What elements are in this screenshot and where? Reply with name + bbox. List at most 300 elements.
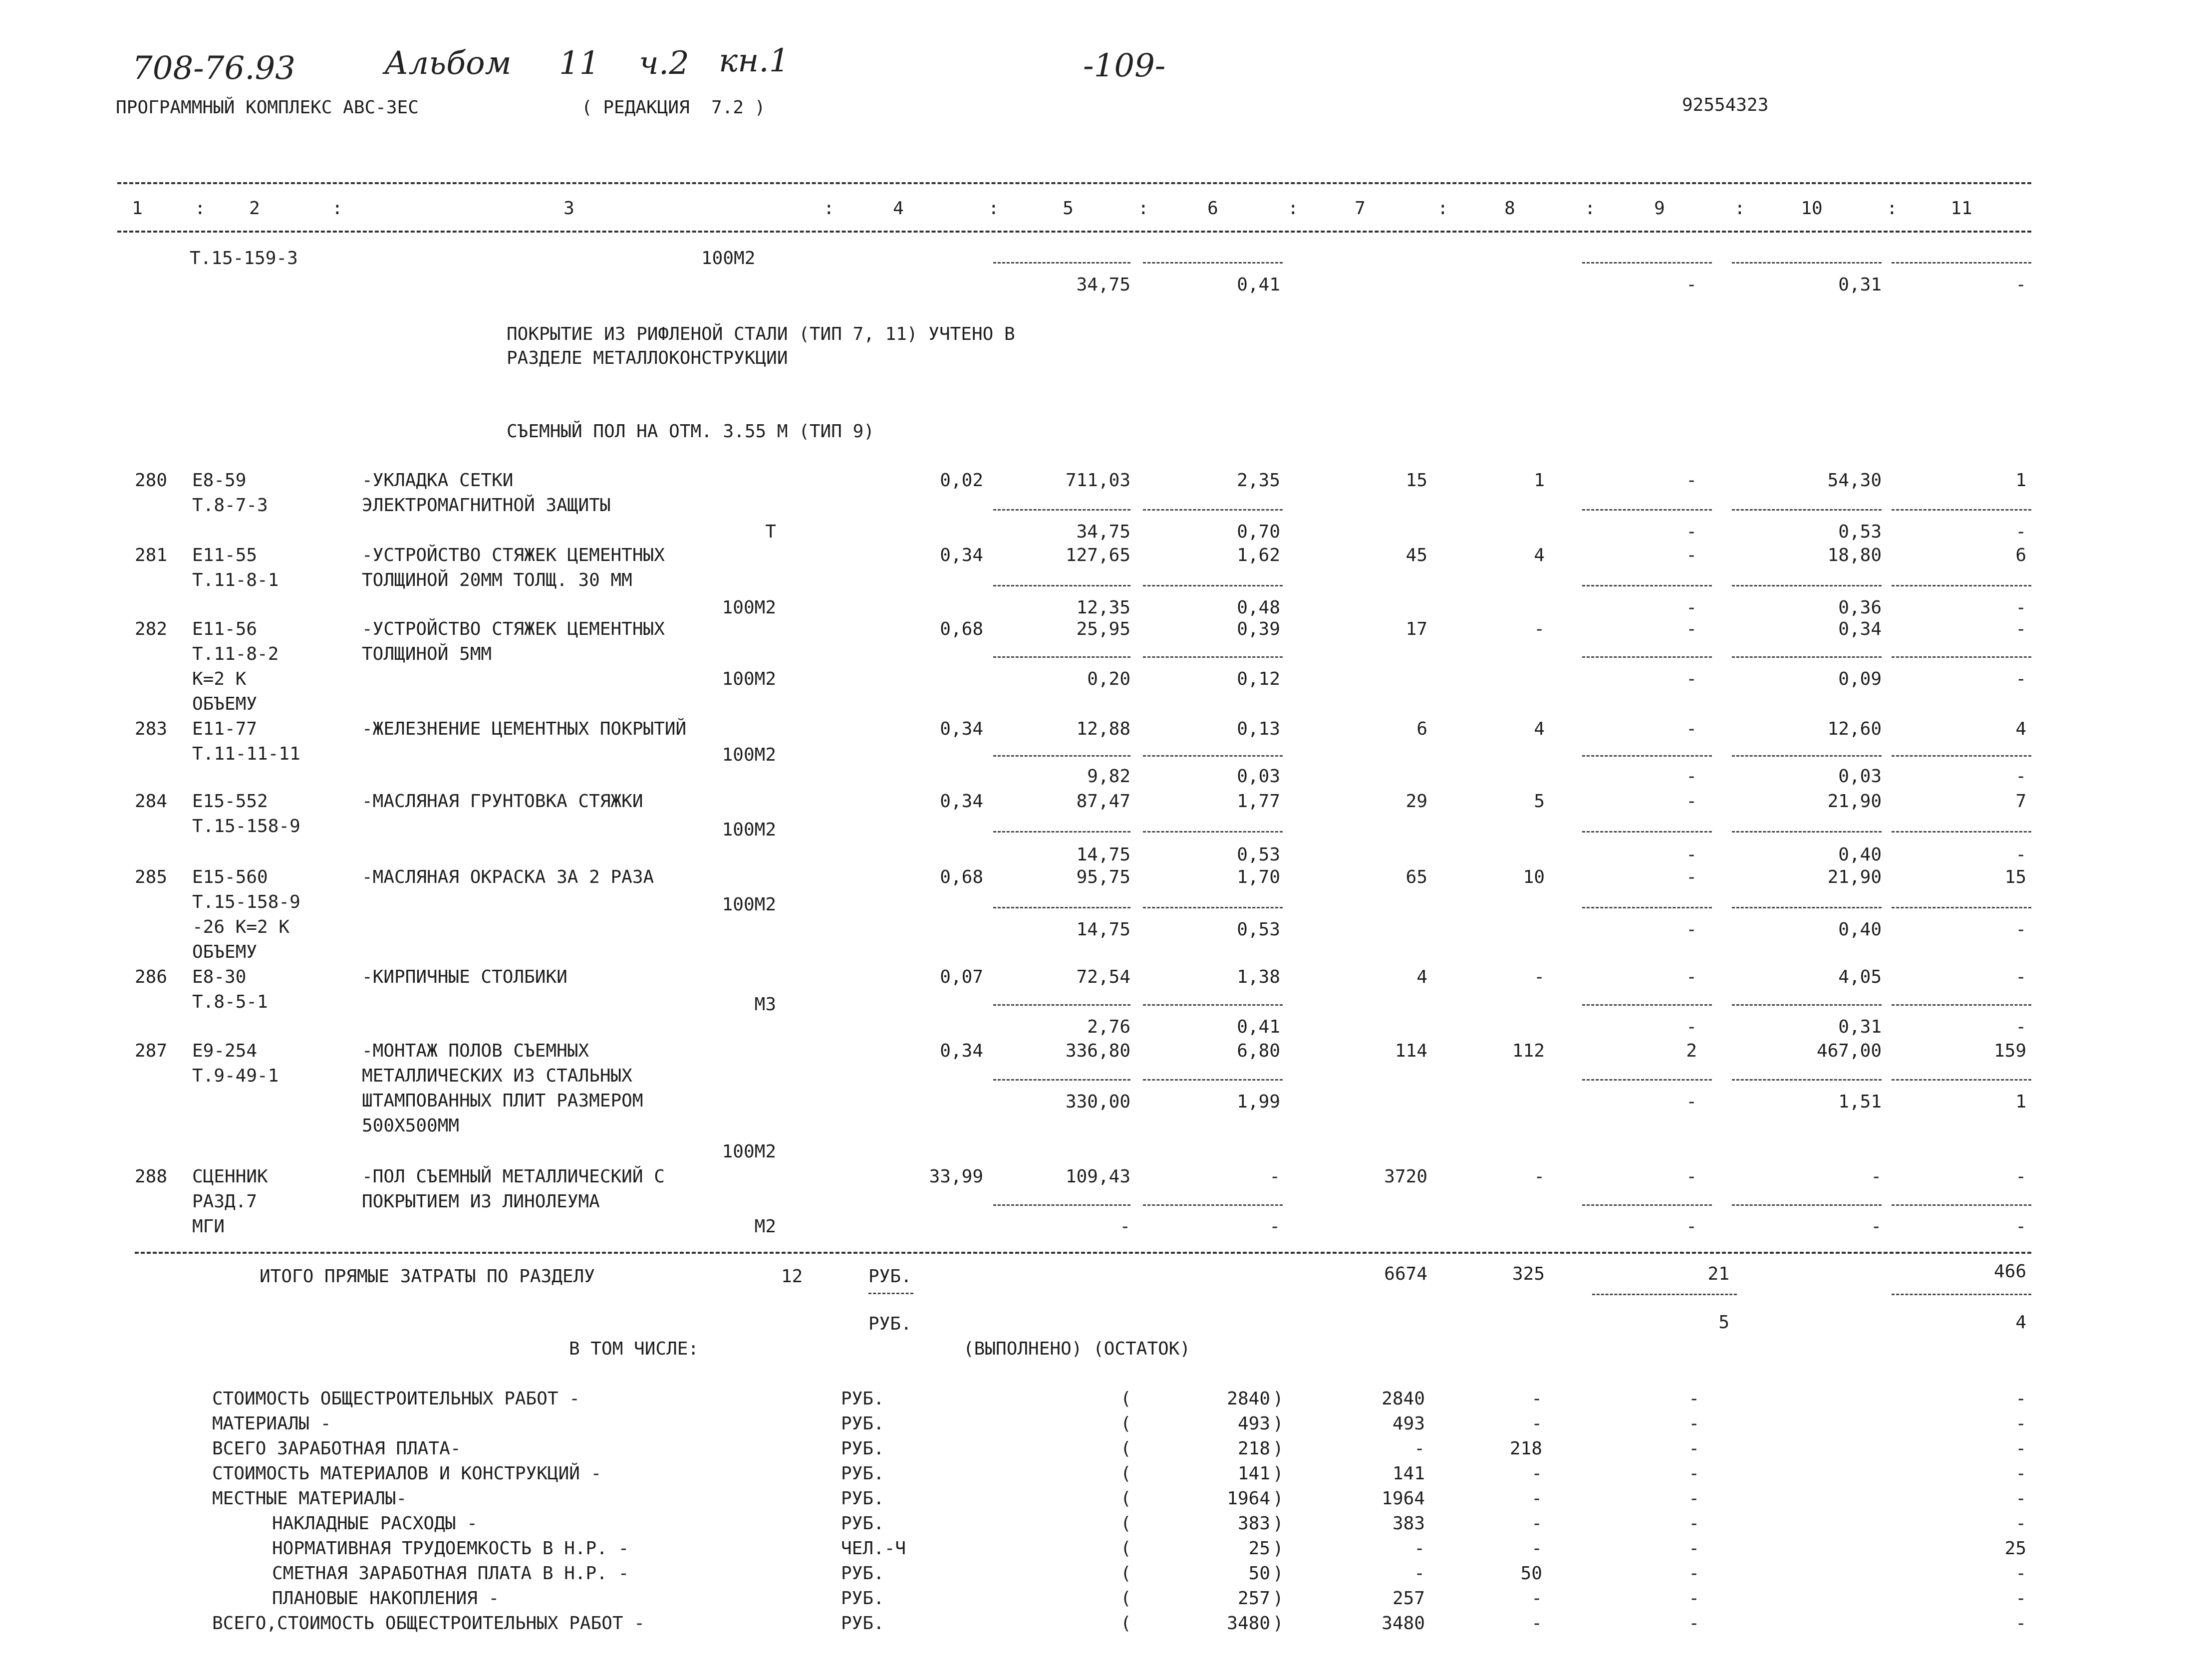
underline-col11	[1892, 1204, 2031, 1206]
summary-open-paren: (	[1120, 1588, 1131, 1609]
summary-label: СТОИМОСТЬ ОБЩЕСТРОИТЕЛЬНЫХ РАБОТ -	[212, 1389, 580, 1409]
summary-col8: 218	[1509, 1438, 1542, 1459]
underline-col10	[1732, 1204, 1882, 1206]
underline-col6	[1143, 907, 1283, 908]
row-col5-base: 14,75	[1076, 844, 1130, 865]
row-col10: 12,60	[1827, 719, 1882, 739]
summary-col11: -	[2015, 1563, 2026, 1584]
summary-close-paren: )	[1273, 1488, 1284, 1509]
underline-col6	[1143, 585, 1283, 586]
album-book: кн.1	[719, 42, 790, 79]
row-code: Е11-77	[192, 719, 258, 739]
underline-col5	[993, 656, 1130, 658]
column-header-rule	[117, 231, 2031, 233]
row-col11: -	[2015, 1166, 2026, 1187]
row-quantity: 0,02	[940, 470, 983, 491]
row-code: -26 К=2 К	[192, 917, 290, 937]
underline-col9	[1582, 1204, 1712, 1206]
section-note: РАЗДЕЛЕ МЕТАЛЛОКОНСТРУКЦИИ	[507, 348, 788, 368]
row-description: -УСТРОЙСТВО СТЯЖЕК ЦЕМЕНТНЫХ	[362, 619, 665, 639]
underline-col9	[1582, 656, 1712, 658]
row-col6: 2,35	[1237, 470, 1280, 491]
summary-col7: 3480	[1382, 1613, 1425, 1634]
column-separator: :	[1138, 198, 1149, 219]
done-rest-header: (ВЫПОЛНЕНО) (ОСТАТОК)	[963, 1339, 1191, 1359]
row-col9-base: -	[1686, 522, 1697, 542]
row-unit: 100М2	[722, 894, 776, 915]
row-code: Т.15-158-9	[192, 816, 300, 837]
row-code: ОБЪЕМУ	[192, 942, 258, 962]
column-separator: :	[1585, 198, 1596, 219]
row-col9: -	[1686, 867, 1697, 887]
column-number: 1	[132, 198, 143, 219]
underline-col5	[993, 907, 1130, 908]
column-number: 8	[1504, 198, 1515, 219]
summary-unit: РУБ.	[841, 1588, 884, 1609]
underline-col9	[1582, 831, 1712, 833]
row-col11-base: -	[2015, 522, 2026, 542]
summary-close-paren: )	[1273, 1563, 1284, 1584]
summary-col8: -	[1531, 1389, 1542, 1409]
summary-col11: 25	[2004, 1538, 2026, 1559]
row-col7: 15	[1405, 470, 1427, 491]
underline-col5	[993, 755, 1130, 757]
row-col8: -	[1534, 967, 1545, 987]
summary-label: СТОИМОСТЬ МАТЕРИАЛОВ И КОНСТРУКЦИЙ -	[212, 1463, 602, 1484]
total-label: ИТОГО ПРЯМЫЕ ЗАТРАТЫ ПО РАЗДЕЛУ	[260, 1266, 595, 1287]
row-code: К=2 К	[192, 669, 247, 689]
underline-col10	[1732, 831, 1882, 833]
row-quantity: 0,07	[940, 967, 983, 987]
summary-col7: 493	[1392, 1413, 1425, 1434]
summary-col8: -	[1531, 1413, 1542, 1434]
underline-col6	[1143, 831, 1283, 833]
row-description: ПОКРЫТИЕМ ИЗ ЛИНОЛЕУМА	[362, 1191, 600, 1212]
row-col6-base: 0,53	[1237, 919, 1280, 940]
row-col5-base: -	[1119, 1216, 1130, 1237]
underline-col5	[993, 831, 1130, 833]
page-number: -109-	[1083, 47, 1166, 84]
row-col5: 25,95	[1076, 619, 1130, 639]
row-number: 287	[135, 1041, 168, 1061]
row-col10-base: -	[1871, 1216, 1882, 1237]
row-description: -ЖЕЛЕЗНЕНИЕ ЦЕМЕНТНЫХ ПОКРЫТИЙ	[362, 719, 687, 739]
row-col7: 45	[1405, 545, 1427, 565]
row-col5-base: 14,75	[1076, 919, 1130, 940]
total-col11: 466	[1993, 1261, 2026, 1282]
row-col5-base: 2,76	[1087, 1017, 1130, 1037]
total-unit-2: РУБ.	[868, 1314, 912, 1334]
row-col9-base: -	[1686, 597, 1697, 618]
summary-done: 383	[1237, 1513, 1270, 1534]
row-col5: 12,88	[1076, 719, 1130, 739]
row-col10: 18,80	[1827, 545, 1882, 565]
row-col9-base: -	[1686, 919, 1697, 940]
underline-col6	[1143, 262, 1283, 264]
row-code: Е11-56	[192, 619, 258, 639]
summary-close-paren: )	[1273, 1389, 1284, 1409]
row-col9: -	[1686, 619, 1697, 639]
row-col11: 1	[2015, 470, 2026, 491]
column-number: 11	[1950, 198, 1972, 219]
summary-col11: -	[2015, 1389, 2026, 1409]
row-col9: -	[1686, 719, 1697, 739]
row-col6: 1,62	[1237, 545, 1280, 565]
prev-row-unit: 100М2	[701, 248, 756, 269]
summary-close-paren: )	[1273, 1538, 1284, 1559]
total-section: 12	[781, 1266, 803, 1287]
underline-col11	[1892, 1079, 2031, 1081]
summary-label: ПЛАНОВЫЕ НАКОПЛЕНИЯ -	[272, 1588, 500, 1609]
summary-unit: РУБ.	[841, 1613, 884, 1634]
summary-col9: -	[1688, 1613, 1699, 1634]
row-col6-base: 0,12	[1237, 669, 1280, 689]
summary-close-paren: )	[1273, 1463, 1284, 1484]
summary-close-paren: )	[1273, 1513, 1284, 1534]
row-col10-base: 0,03	[1838, 766, 1882, 787]
row-col9: -	[1686, 967, 1697, 987]
summary-col9: -	[1688, 1513, 1699, 1534]
row-code: Е15-560	[192, 867, 268, 887]
row-col10-base: 1,51	[1838, 1092, 1882, 1112]
row-col11-base: -	[2015, 919, 2026, 940]
row-unit: М3	[754, 994, 776, 1015]
summary-unit: РУБ.	[841, 1513, 884, 1534]
summary-open-paren: (	[1120, 1563, 1131, 1584]
column-separator: :	[1887, 198, 1898, 219]
row-col10: -	[1871, 1166, 1882, 1187]
row-unit: 100М2	[722, 669, 776, 689]
row-col10-base: 0,36	[1838, 597, 1882, 618]
edition: ( РЕДАКЦИЯ 7.2 )	[581, 97, 766, 118]
row-code: Т.8-5-1	[192, 992, 268, 1012]
row-col7: 65	[1405, 867, 1427, 887]
underline-col9	[1582, 755, 1712, 757]
summary-label: СМЕТНАЯ ЗАРАБОТНАЯ ПЛАТА В Н.Р. -	[272, 1563, 629, 1584]
summary-col7: 141	[1392, 1463, 1425, 1484]
row-col9-base: -	[1686, 669, 1697, 689]
row-unit: 100М2	[722, 597, 776, 618]
summary-col9: -	[1688, 1438, 1699, 1459]
row-col5-base: 9,82	[1087, 766, 1130, 787]
row-col5: 127,65	[1065, 545, 1130, 565]
column-separator: :	[1437, 198, 1448, 219]
row-col7: 114	[1394, 1041, 1427, 1061]
summary-col11: -	[2015, 1413, 2026, 1434]
summary-col11: -	[2015, 1513, 2026, 1534]
underline-col6	[1143, 509, 1283, 511]
summary-done: 1964	[1227, 1488, 1270, 1509]
summary-label: ВСЕГО,СТОИМОСТЬ ОБЩЕСТРОИТЕЛЬНЫХ РАБОТ -	[212, 1613, 645, 1634]
row-col5: 336,80	[1065, 1041, 1130, 1061]
underline-col6	[1143, 1204, 1283, 1206]
summary-col11: -	[2015, 1488, 2026, 1509]
underline-col6	[1143, 656, 1283, 658]
row-code: ОБЪЕМУ	[192, 694, 258, 714]
row-code: Е11-55	[192, 545, 258, 565]
row-col9: -	[1686, 470, 1697, 491]
underline-col10	[1732, 262, 1882, 264]
summary-label: МЕСТНЫЕ МАТЕРИАЛЫ-	[212, 1488, 407, 1509]
row-col11-base: -	[2015, 844, 2026, 865]
row-col8: 10	[1523, 867, 1545, 887]
row-description: ТОЛЩИНОЙ 20ММ ТОЛЩ. 30 ММ	[362, 570, 632, 590]
row-col6: 0,13	[1237, 719, 1280, 739]
underline-col9	[1582, 907, 1712, 908]
row-col6-base: 0,53	[1237, 844, 1280, 865]
column-separator: :	[1734, 198, 1745, 219]
row-col5: 109,43	[1065, 1166, 1130, 1187]
program-name: ПРОГРАММНЫЙ КОМПЛЕКС АВС-ЗЕС	[116, 97, 419, 118]
summary-col9: -	[1688, 1538, 1699, 1559]
row-col10: 21,90	[1827, 791, 1882, 812]
underline-col6	[1143, 755, 1283, 757]
underline-col10	[1732, 656, 1882, 658]
row-number: 283	[135, 719, 168, 739]
row-col10: 4,05	[1838, 967, 1882, 987]
row-col11-base: -	[2015, 766, 2026, 787]
column-number: 6	[1207, 198, 1218, 219]
summary-close-paren: )	[1273, 1613, 1284, 1634]
summary-col11: -	[2015, 1613, 2026, 1634]
row-unit: Т	[765, 522, 776, 542]
row-col5-base: 0,20	[1087, 669, 1130, 689]
summary-col8: -	[1531, 1513, 1542, 1534]
summary-open-paren: (	[1120, 1463, 1131, 1484]
underline-col9	[1582, 262, 1712, 264]
underline-col5	[993, 509, 1130, 511]
row-number: 286	[135, 967, 168, 987]
row-code: Т.11-8-1	[192, 570, 279, 590]
summary-col7: 1964	[1382, 1488, 1425, 1509]
summary-close-paren: )	[1273, 1413, 1284, 1434]
row-col6-base: 1,99	[1237, 1092, 1280, 1112]
row-col11: -	[2015, 967, 2026, 987]
total-col9: 21	[1707, 1264, 1729, 1284]
underline-col10	[1732, 755, 1882, 757]
row-description: -КИРПИЧНЫЕ СТОЛБИКИ	[362, 967, 567, 987]
row-col5: 711,03	[1065, 470, 1130, 491]
row-quantity: 0,68	[940, 619, 983, 639]
row-col5: 87,47	[1076, 791, 1130, 812]
summary-unit: РУБ.	[841, 1488, 884, 1509]
row-unit: М2	[754, 1216, 776, 1237]
document-number: 92554323	[1682, 95, 1769, 115]
column-separator: :	[195, 198, 206, 219]
summary-label: НАКЛАДНЫЕ РАСХОДЫ -	[272, 1513, 478, 1534]
underline-col9	[1582, 509, 1712, 511]
row-col6: 0,39	[1237, 619, 1280, 639]
summary-label: НОРМАТИВНАЯ ТРУДОЕМКОСТЬ В Н.Р. -	[272, 1538, 629, 1559]
summary-unit: РУБ.	[841, 1438, 884, 1459]
row-col10-base: 0,40	[1838, 844, 1882, 865]
row-description: ШТАМПОВАННЫХ ПЛИТ РАЗМЕРОМ	[362, 1091, 643, 1111]
row-col11: 7	[2015, 791, 2026, 812]
row-code: Т.9-49-1	[192, 1066, 279, 1086]
underline-col11	[1892, 656, 2031, 658]
row-number: 288	[135, 1166, 168, 1187]
row-code: Е9-254	[192, 1041, 258, 1061]
row-description: -МАСЛЯНАЯ ГРУНТОВКА СТЯЖКИ	[362, 791, 643, 812]
summary-open-paren: (	[1120, 1513, 1131, 1534]
row-number: 282	[135, 619, 168, 639]
row-col10: 21,90	[1827, 867, 1882, 887]
prev-row-col11: -	[2015, 275, 2026, 295]
summary-col8: -	[1531, 1538, 1542, 1559]
summary-open-paren: (	[1120, 1488, 1131, 1509]
row-description: -МАСЛЯНАЯ ОКРАСКА ЗА 2 РАЗА	[362, 867, 654, 887]
row-description: ЭЛЕКТРОМАГНИТНОЙ ЗАЩИТЫ	[362, 495, 611, 516]
document-code: 708-76.93	[132, 50, 295, 87]
underline-col5	[993, 585, 1130, 586]
summary-col8: -	[1531, 1588, 1542, 1609]
summary-done: 493	[1237, 1413, 1270, 1434]
underline-col11	[1892, 907, 2031, 908]
underline-col11	[1892, 755, 2031, 757]
summary-open-paren: (	[1120, 1613, 1131, 1634]
row-code: Т.11-8-2	[192, 644, 279, 664]
row-col10: 54,30	[1827, 470, 1882, 491]
summary-col8: -	[1531, 1613, 1542, 1634]
row-col11: -	[2015, 619, 2026, 639]
column-number: 10	[1801, 198, 1823, 219]
summary-open-paren: (	[1120, 1413, 1131, 1434]
summary-done: 2840	[1227, 1389, 1270, 1409]
prev-row-col10: 0,31	[1838, 275, 1882, 295]
row-col11: 159	[1993, 1041, 2026, 1061]
section-note: ПОКРЫТИЕ ИЗ РИФЛЕНОЙ СТАЛИ (ТИП 7, 11) УЧТЕНО В	[507, 324, 1015, 344]
summary-done: 257	[1237, 1588, 1270, 1609]
row-code: Т.15-158-9	[192, 892, 300, 912]
underline-col9	[1582, 1079, 1712, 1081]
row-description: -УКЛАДКА СЕТКИ	[362, 470, 514, 491]
underline-col10	[1732, 1004, 1882, 1006]
row-col5-base: 330,00	[1065, 1092, 1130, 1112]
summary-col8: -	[1531, 1488, 1542, 1509]
underline-col11	[1892, 509, 2031, 511]
column-number: 9	[1654, 198, 1665, 219]
row-col9-base: -	[1686, 844, 1697, 865]
summary-label: МАТЕРИАЛЫ -	[212, 1413, 331, 1434]
underline-col5	[993, 1079, 1130, 1081]
total-col9-second: 5	[1718, 1312, 1729, 1333]
row-col5: 72,54	[1076, 967, 1130, 987]
underline-col10	[1732, 907, 1882, 908]
row-code: Е8-59	[192, 470, 247, 491]
underline-col5	[993, 262, 1130, 264]
row-quantity: 0,34	[940, 791, 983, 812]
underline-col6	[1143, 1079, 1283, 1081]
row-col9-base: -	[1686, 1216, 1697, 1237]
row-code: Т.8-7-3	[192, 495, 268, 516]
summary-done: 141	[1237, 1463, 1270, 1484]
summary-col11: -	[2015, 1438, 2026, 1459]
section-total-rule	[135, 1252, 2031, 1254]
row-description: -УСТРОЙСТВО СТЯЖЕК ЦЕМЕНТНЫХ	[362, 545, 665, 565]
total-col11-second: 4	[2015, 1312, 2026, 1333]
total-col11-underline	[1892, 1294, 2031, 1295]
total-col7: 6674	[1384, 1264, 1427, 1284]
row-col10-base: 0,40	[1838, 919, 1882, 940]
row-description: ТОЛЩИНОЙ 5ММ	[362, 644, 492, 664]
row-col9-base: -	[1686, 1017, 1697, 1037]
row-unit: 100М2	[722, 745, 776, 765]
underline-col5	[993, 1004, 1130, 1006]
row-col10: 0,34	[1838, 619, 1882, 639]
summary-unit: РУБ.	[841, 1413, 884, 1434]
row-col6: 1,38	[1237, 967, 1280, 987]
album-label: Альбом	[384, 45, 512, 82]
row-col5-base: 34,75	[1076, 522, 1130, 542]
summary-col11: -	[2015, 1463, 2026, 1484]
row-code: Е8-30	[192, 967, 247, 987]
row-number: 284	[135, 791, 168, 812]
summary-col8: -	[1531, 1463, 1542, 1484]
row-col11-base: 1	[2015, 1092, 2026, 1112]
summary-open-paren: (	[1120, 1438, 1131, 1459]
row-col7: 3720	[1384, 1166, 1427, 1187]
summary-done: 218	[1237, 1438, 1270, 1459]
row-code: МГИ	[192, 1216, 225, 1237]
row-col7: 4	[1416, 967, 1427, 987]
column-separator: :	[824, 198, 834, 219]
summary-col7: -	[1414, 1538, 1425, 1559]
row-col11-base: -	[2015, 597, 2026, 618]
row-col6: 1,77	[1237, 791, 1280, 812]
underline-col11	[1892, 585, 2031, 586]
row-col8: -	[1534, 1166, 1545, 1187]
row-col8: -	[1534, 619, 1545, 639]
summary-unit: РУБ.	[841, 1563, 884, 1584]
underline-col10	[1732, 1079, 1882, 1081]
underline-col11	[1892, 1004, 2031, 1006]
underline-col11	[1892, 262, 2031, 264]
row-col9-base: -	[1686, 766, 1697, 787]
row-col11-base: -	[2015, 669, 2026, 689]
summary-done: 25	[1248, 1538, 1270, 1559]
row-quantity: 0,34	[940, 1041, 983, 1061]
total-col8: 325	[1512, 1264, 1545, 1284]
row-col11: 6	[2015, 545, 2026, 565]
row-col6-base: 0,41	[1237, 1017, 1280, 1037]
row-col11-base: -	[2015, 1017, 2026, 1037]
row-col11-base: -	[2015, 1216, 2026, 1237]
column-number: 2	[249, 198, 260, 219]
row-description: МЕТАЛЛИЧЕСКИХ ИЗ СТАЛЬНЫХ	[362, 1066, 632, 1086]
row-quantity: 0,34	[940, 719, 983, 739]
row-col8: 1	[1534, 470, 1545, 491]
row-col9: -	[1686, 545, 1697, 565]
prev-row-code: Т.15-159-3	[190, 248, 298, 269]
total-col9-underline	[1592, 1294, 1737, 1295]
row-col8: 4	[1534, 545, 1545, 565]
summary-open-paren: (	[1120, 1538, 1131, 1559]
row-col5-base: 12,35	[1076, 597, 1130, 618]
underline-col9	[1582, 585, 1712, 586]
table-top-rule	[117, 182, 2031, 184]
underline-col6	[1143, 1004, 1283, 1006]
column-number: 3	[563, 198, 574, 219]
summary-done: 50	[1248, 1563, 1270, 1584]
row-col6: 1,70	[1237, 867, 1280, 887]
row-number: 281	[135, 545, 168, 565]
row-code: Е15-552	[192, 791, 268, 812]
row-col6: -	[1269, 1166, 1280, 1187]
summary-unit: РУБ.	[841, 1463, 884, 1484]
row-col10-base: 0,09	[1838, 669, 1882, 689]
column-number: 7	[1355, 198, 1366, 219]
column-number: 4	[893, 198, 904, 219]
